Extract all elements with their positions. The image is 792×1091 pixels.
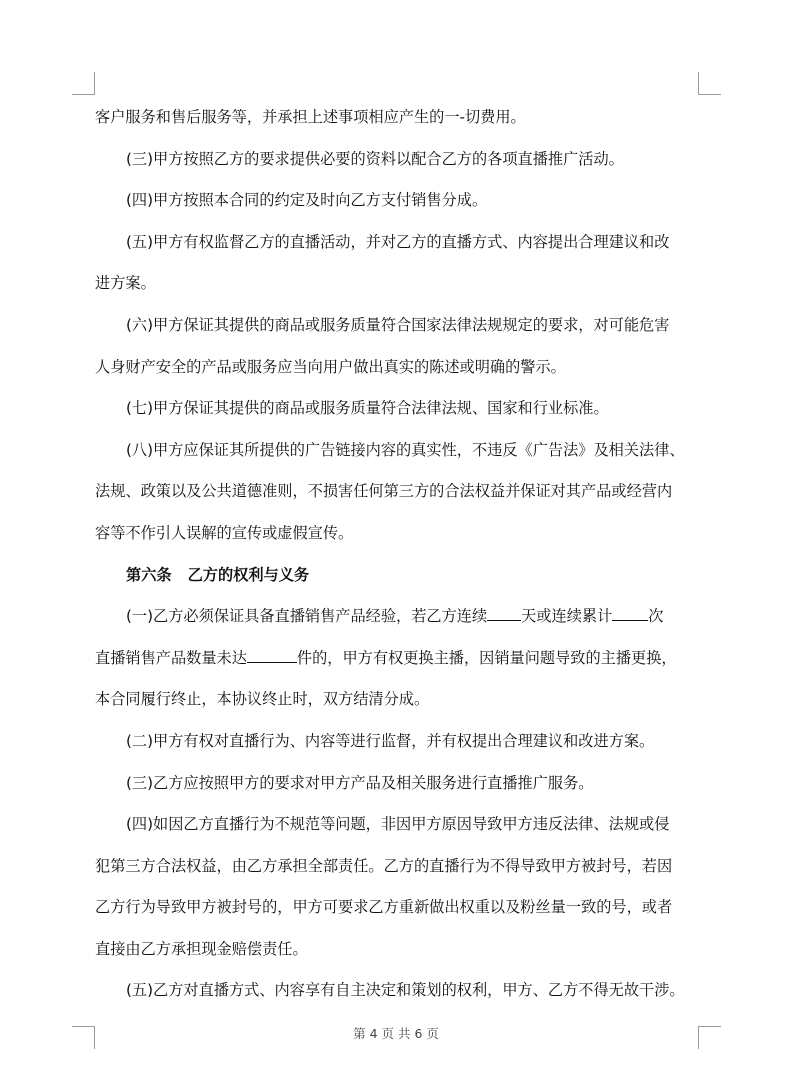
text-line: (八)甲方应保证其所提供的广告链接内容的真实性，不违反《广告法》及相关法律、 (126, 440, 685, 459)
text-line (95, 596, 698, 638)
blank-field-quantity (247, 645, 297, 663)
blank-field-days (487, 603, 521, 621)
text-line: 直接由乙方承担现金赔偿责任。 (95, 939, 308, 958)
section-heading (95, 555, 698, 597)
text-line: 法规、政策以及公共道德准则，不损害任何第三方的合法权益并保证对其产品或经营内 (95, 482, 673, 501)
text-line: 客户服务和售后服务等，并承担上述事项相应产生的一-切费用。 (95, 108, 526, 126)
text-line: 进方案。 (95, 274, 156, 293)
text-line: (五)乙方对直播方式、内容享有自主决定和策划的权利，甲方、乙方不得无故干涉。 (126, 981, 685, 1000)
document-body (95, 97, 698, 1012)
clause-text: 次 (648, 607, 664, 626)
clause-text: 件的，甲方有权更换主播，因销量问题导致的主播更换， (296, 648, 677, 667)
corner-mark-top-right (698, 72, 721, 95)
text-line (95, 638, 698, 680)
text-line: 容等不作引人误解的宣传或虚假宣传。 (95, 523, 354, 542)
text-line: (七)甲方保证其提供的商品或服务质量符合法律法规、国家和行业标准。 (126, 399, 609, 418)
text-line: 人身财产安全的产品或服务应当向用户做出真实的陈述或明确的警示。 (95, 357, 566, 376)
text-line: (六)甲方保证其提供的商品或服务质量符合国家法律法规规定的要求，对可能危害 (126, 315, 670, 334)
text-line: 犯第三方合法权益，由乙方承担全部责任。乙方的直播行为不得导致甲方被封号，若因 (95, 856, 673, 875)
text-line: 本合同履行终止，本协议终止时，双方结清分成。 (95, 690, 430, 709)
blank-field-count (612, 603, 648, 621)
text-line: 乙方行为导致甲方被封号的，甲方可要求乙方重新做出权重以及粉丝量一致的号，或者 (95, 898, 673, 917)
section-number: 第六条 (126, 565, 172, 584)
corner-mark-top-left (72, 72, 95, 95)
clause-text: 天或连续累计 (521, 607, 613, 626)
text-line: (五)甲方有权监督乙方的直播活动，并对乙方的直播方式、内容提出合理建议和改 (126, 232, 670, 251)
clause-text: (一)乙方必须保证具备直播销售产品经验，若乙方连续 (126, 607, 488, 626)
text-line: (四)如因乙方直播行为不规范等问题，非因甲方原因导致甲方违反法律、法规或侵 (126, 815, 670, 834)
section-title: 乙方的权利与义务 (187, 565, 310, 584)
text-line: (四)甲方按照本合同的约定及时向乙方支付销售分成。 (126, 191, 488, 210)
clause-text: 直播销售产品数量未达 (95, 648, 247, 667)
text-line: (三)甲方按照乙方的要求提供必要的资料以配合乙方的各项直播推广活动。 (126, 149, 624, 168)
text-line: (二)甲方有权对直播行为、内容等进行监督，并有权提出合理建议和改进方案。 (126, 731, 655, 750)
page-number: 第 4 页 共 6 页 (353, 1026, 439, 1041)
text-line: (三)乙方应按照甲方的要求对甲方产品及相关服务进行直播推广服务。 (126, 773, 594, 792)
